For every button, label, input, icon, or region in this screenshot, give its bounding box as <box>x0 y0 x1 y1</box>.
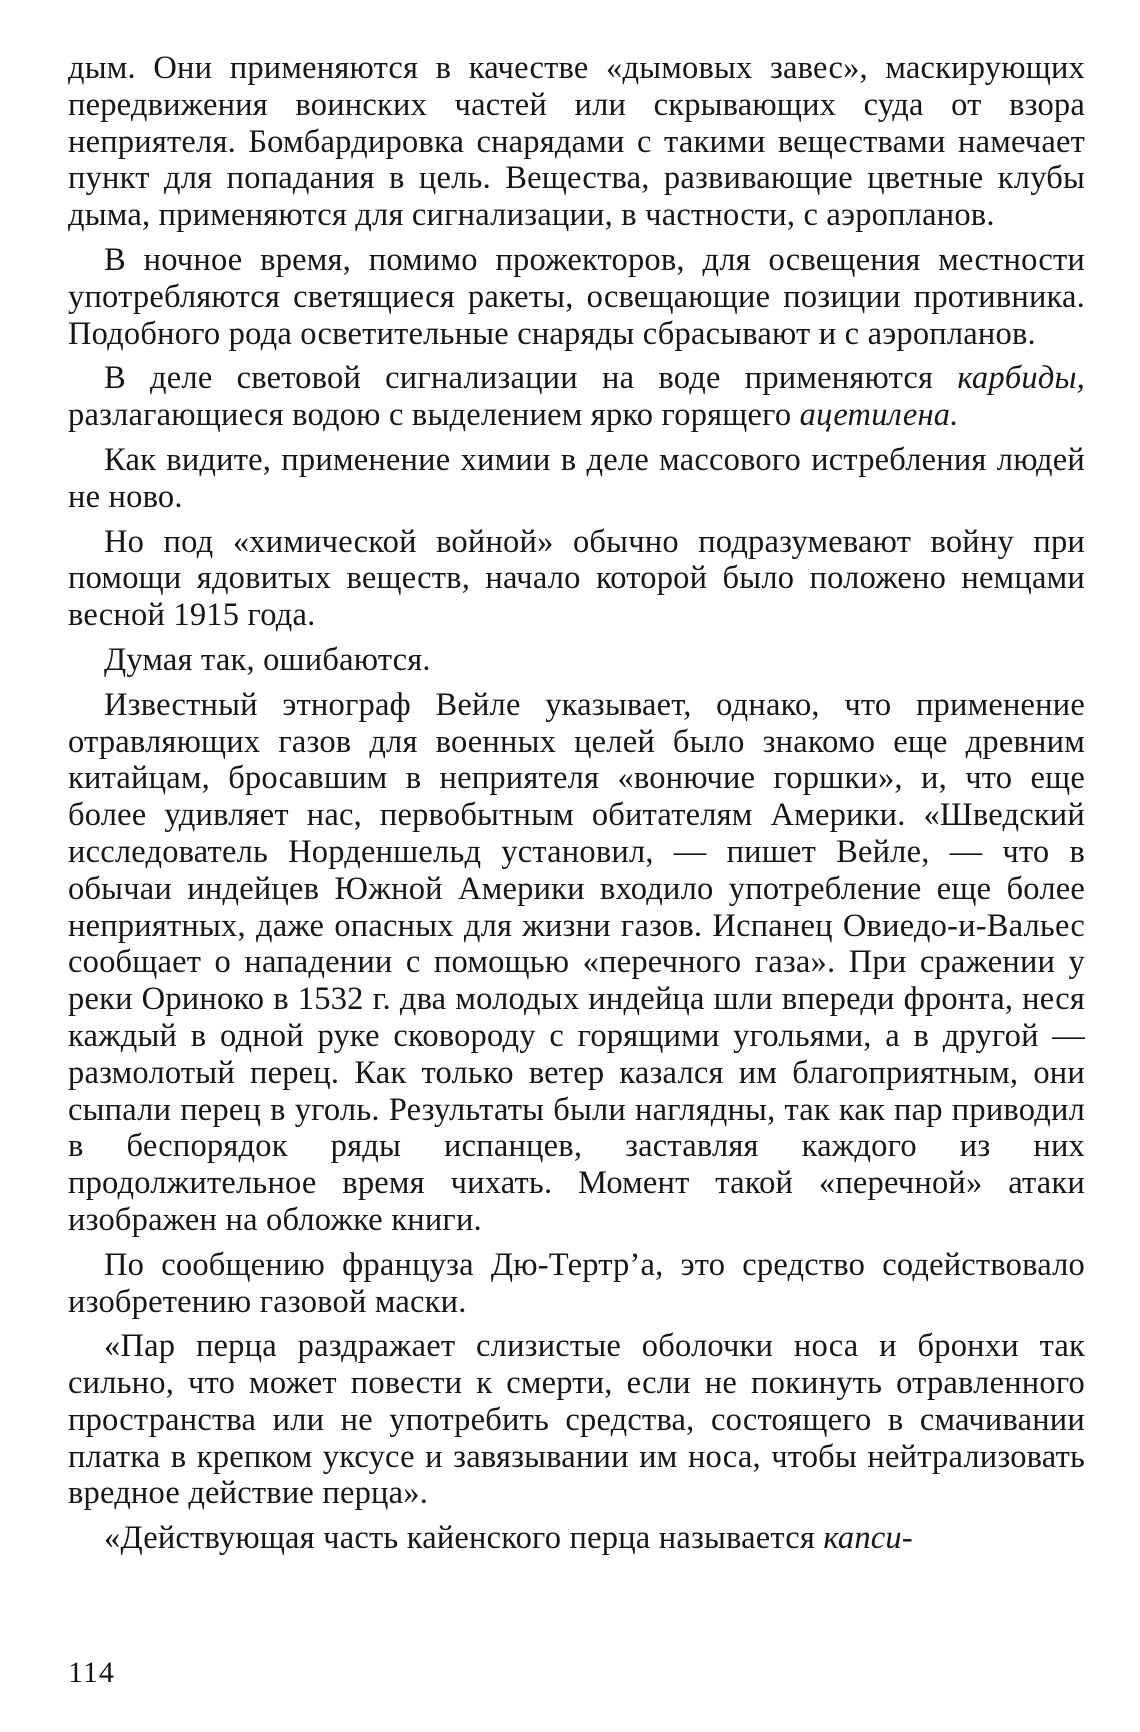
text-run: Известный этнограф Вейле указывает, однако, что применение отравляющих газов для военных целей было знакомо еще древним китайцам, бросавшим в неприятеля «вонючие горшки», и, что еще более удивляет нас, первобытным обитателям Америки. «Шведский исследователь Норденшельд установил, — пишет Вейле, — что в обычаи индейцев Южной Америки входило употребление еще более неприятных, даже опасных для жизни газов. Испанец Овиедо-и-Вальес сообщает о нападении с помощью «перечного газа». При сражении у реки Ориноко в 1532 г. два молодых индейца шли впереди фронта, неся каждый в одной руке сковороду с горящими угольями, а в другой — размолотый перец. Как только ветер казался им благоприятным, они сыпали перец в уголь. Результаты были наглядны, так как пар приводил в беспорядок ряды испанцев, заставляя каждого из них продолжительное время чихать. Момент такой «перечной» атаки изображен на обложке книги. <box>68 686 1085 1238</box>
text-run: дым. Они применяются в качестве «дымовых завес», маскирующих передвижения воинских частей или скрывающих суда от взора неприятеля. Бомбардировка снарядами с такими веществами намечает пункт для попадания в цель. Вещества, развивающие цветные клубы дыма, применяются для сигнализации, в частности, с аэропланов. <box>68 50 1085 234</box>
italic-term: ацетилена. <box>799 397 959 434</box>
paragraph <box>68 1247 1085 1321</box>
text-run: В ночное время, помимо прожекторов, для освещения местности употребляются светящиеся ракеты, освещающие позиции противника. Подобного рода осветительные снаряды сбрасывают и с аэропланов. <box>68 241 1085 352</box>
italic-term: карбиды, <box>957 360 1085 397</box>
text-run: По сообщению француза Дю-Тертр’а, это средство содействовало изобретению газовой маски. <box>68 1246 1085 1320</box>
paragraph <box>68 1520 1085 1557</box>
paragraph <box>68 524 1085 634</box>
text-run: Как видите, применение химии в деле массового истребления людей не ново. <box>68 441 1085 515</box>
paragraph <box>68 242 1085 352</box>
text-run: «Действующая часть кайенского перца называется <box>104 1520 824 1557</box>
paragraph <box>68 1328 1085 1512</box>
paragraph <box>68 50 1085 234</box>
paragraph <box>68 360 1085 434</box>
text-run: Думая так, ошибаются. <box>104 641 431 678</box>
paragraph <box>68 642 1085 679</box>
italic-term: капси- <box>823 1520 913 1557</box>
paragraph <box>68 442 1085 516</box>
paragraph <box>68 687 1085 1239</box>
body-text <box>68 50 1085 1557</box>
text-run: разлагающиеся водою с выделением ярко горящего <box>68 397 800 434</box>
text-run: «Пар перца раздражает слизистые оболочки носа и бронхи так сильно, что может повести к смерти, если не покинуть отравленного пространства или не употребить средства, состоящего в смачивании платка в крепком уксусе и завязывании им носа, чтобы нейтрализовать вредное действие перца». <box>68 1328 1085 1512</box>
page-number: 114 <box>68 1656 115 1689</box>
text-run: В деле световой сигнализации на воде применяются <box>104 360 958 397</box>
text-run: Но под «химической войной» обычно подразумевают войну при помощи ядовитых веществ, начало которой было положено немцами весной 1915 года. <box>68 523 1085 634</box>
